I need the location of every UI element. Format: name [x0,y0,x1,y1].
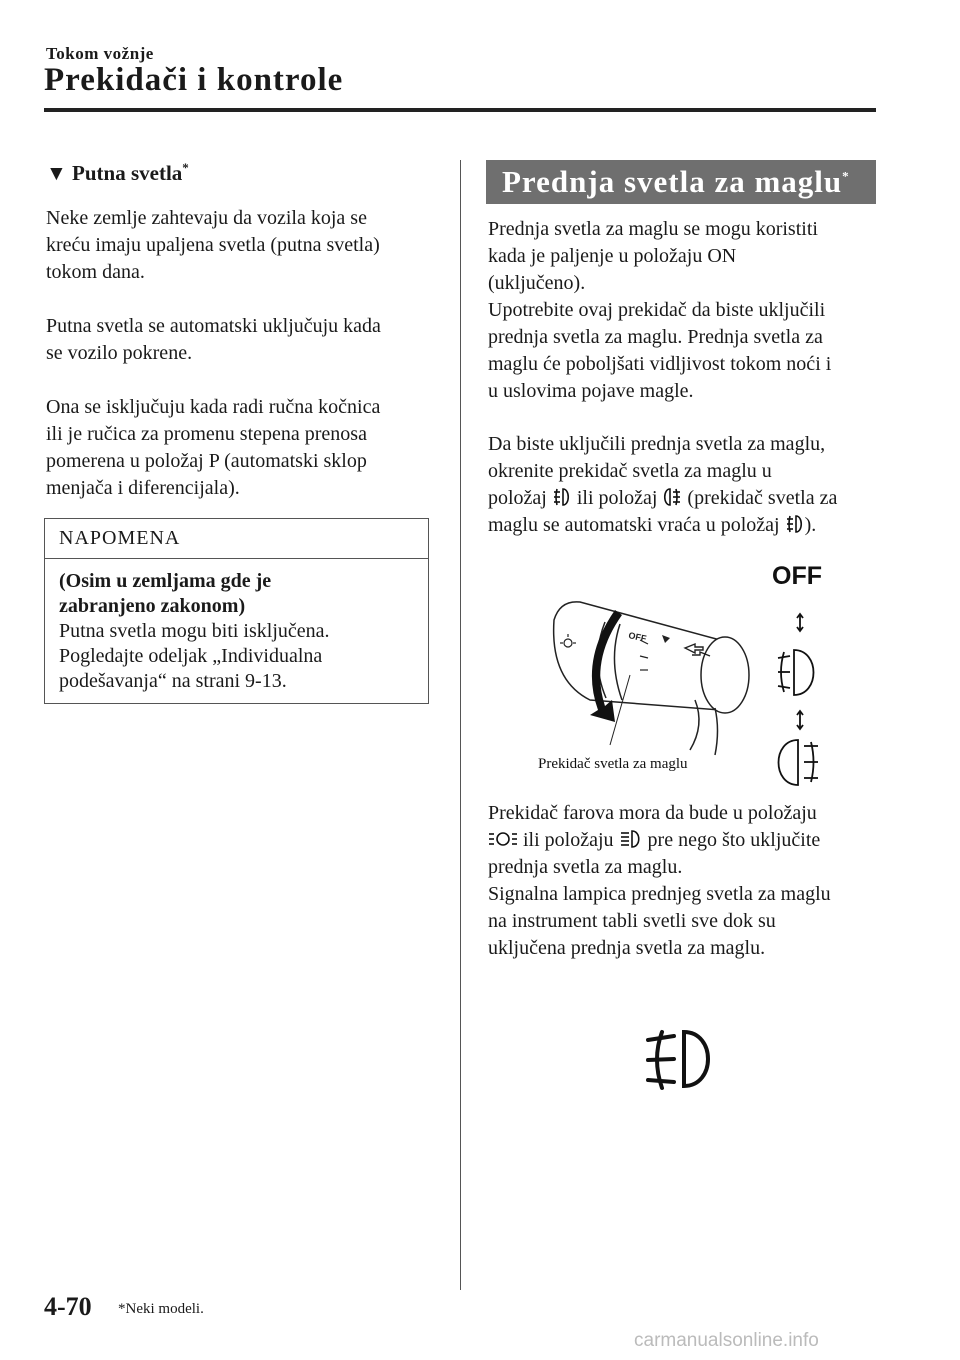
text-line: (uključeno). [488,272,586,294]
note-bold-line: zabranjeno zakonom) [59,595,246,617]
fog-light-icon [785,513,805,535]
text-line: Ona se isključuju kada radi ručna kočnica [46,396,381,418]
right-paragraph-1 [488,216,831,405]
parking-light-icon [488,828,518,850]
watermark: carmanualsonline.info [634,1330,819,1351]
note-bold-line: (Osim u zemljama gde je [59,570,272,592]
text-line: Putna svetla se automatski uključuju kada [46,315,381,337]
rear-fog-icon [779,740,819,785]
column-divider [460,160,461,1290]
text-line-with-icons [488,512,837,539]
text-line: Neke zemlje zahtevaju da vozila koja se [46,207,367,229]
text-line: Da biste uključili prednja svetla za maglu, [488,433,826,455]
subheading-text: Putna svetla [72,161,183,185]
rear-fog-icon [662,486,682,508]
fog-light-icon [640,1020,720,1100]
text-fragment: maglu se automatski vraća u položaj [488,514,780,536]
text-fragment: pre nego što uključite [647,829,821,851]
text-line: Prednja svetla za maglu se mogu koristiti [488,218,818,240]
text-line: kada je paljenje u položaju ON [488,245,737,267]
text-line: pomerena u položaj P (automatski sklop [46,450,367,472]
headlight-icon [619,828,643,850]
section-banner [486,160,876,204]
text-line: ili je ručica za promenu stepena prenosa [46,423,367,445]
note-line: Pogledajte odeljak „Individualna [59,645,323,667]
figure-caption: Prekidač svetla za maglu [538,756,688,772]
fog-indicator-figure [640,1020,720,1105]
page-number: 4-70 [44,1292,92,1321]
text-line: Upotrebite ovaj prekidač da biste uključili [488,299,826,321]
text-line: maglu će poboljšati vidljivost tokom noći i [488,353,832,375]
text-line-with-icons [488,485,837,512]
page-title: Prekidači i kontrole [44,62,344,98]
text-line-with-icons [488,827,831,854]
text-line: okrenite prekidač svetla za maglu u [488,460,772,482]
note-line: podešavanja“ na strani 9-13. [59,670,287,692]
text-line: na instrument tabli svetli sve dok su [488,910,776,932]
fog-light-icon [778,650,814,695]
text-line: Signalna lampica prednjeg svetla za maglu [488,883,831,905]
right-paragraph-2 [488,431,837,539]
note-line: Putna svetla mogu biti isključena. [59,620,330,642]
paragraph-3 [46,394,380,502]
text-line: u uslovima pojave magle. [488,380,694,402]
text-line: prednja svetla za maglu. [488,856,683,878]
text-line: uključena prednja svetla za maglu. [488,937,766,959]
text-fragment: ). [804,514,817,536]
light-switch-illustration [520,560,860,790]
banner-asterisk: * [842,168,850,184]
note-box [44,518,429,704]
fog-light-icon [552,486,572,508]
note-body [45,559,428,694]
paragraph-1 [46,205,380,286]
header-rule [44,108,876,112]
text-line: tokom dana. [46,261,145,283]
banner-title: Prednja svetla za maglu [502,164,843,199]
switch-off-text: OFF [627,630,648,644]
fog-switch-figure [520,560,860,790]
section-label: Tokom vožnje [46,44,154,63]
text-line: menjača i diferencijala). [46,477,240,499]
text-line: se vozilo pokrene. [46,342,193,364]
right-paragraph-3 [488,800,831,962]
footnote-asterisk: * [182,160,189,175]
footnote: *Neki modeli. [118,1301,204,1317]
text-fragment: položaj [488,487,547,509]
subheading-putna-svetla [46,160,189,186]
text-fragment: ili položaju [523,829,614,851]
off-label: OFF [772,562,822,590]
text-line: Prekidač farova mora da bude u položaju [488,802,817,824]
text-fragment: ili položaj [576,487,658,509]
text-fragment: (prekidač svetla za [687,487,838,509]
text-line: prednja svetla za maglu. Prednja svetla za [488,326,823,348]
triangle-marker-icon: ▼ [46,161,67,185]
note-heading: NAPOMENA [45,519,428,559]
paragraph-2 [46,313,381,367]
text-line: kreću imaju upaljena svetla (putna svetla) [46,234,380,256]
